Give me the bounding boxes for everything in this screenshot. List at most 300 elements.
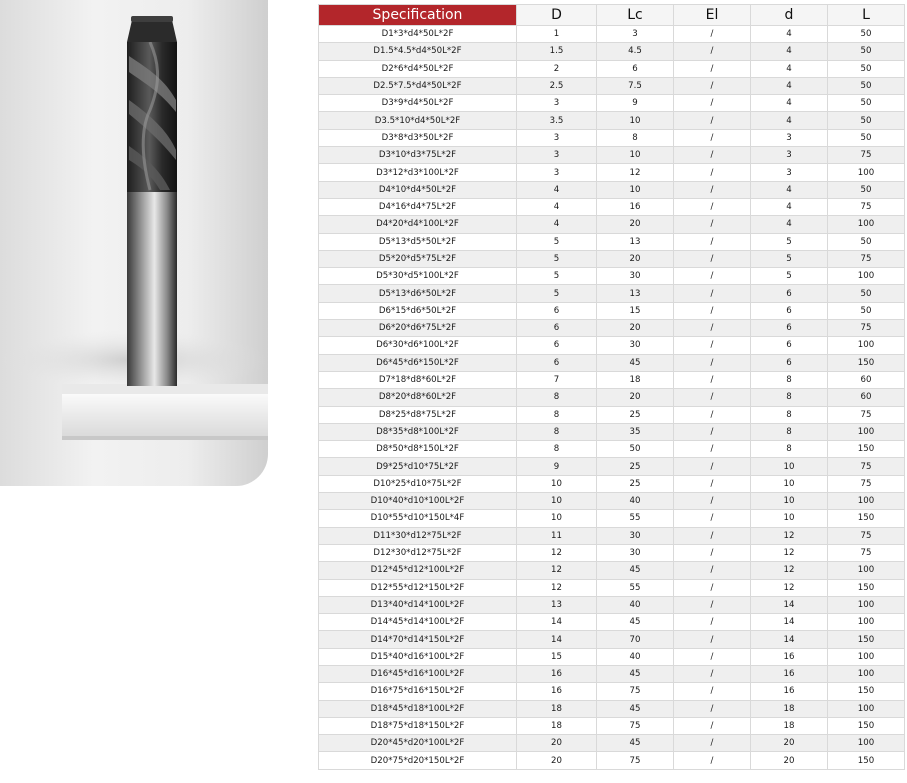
cell-length: 100 <box>828 735 905 752</box>
cell-specification: D10*55*d10*150L*4F <box>319 510 517 527</box>
cell-el: / <box>674 648 751 665</box>
cell-d: 4 <box>517 216 597 233</box>
table-row <box>319 423 905 440</box>
cell-d: 5 <box>517 233 597 250</box>
cell-length: 75 <box>828 544 905 561</box>
table-row <box>319 596 905 613</box>
cell-lc: 35 <box>597 423 674 440</box>
cell-shank-d: 6 <box>751 320 828 337</box>
cell-lc: 40 <box>597 648 674 665</box>
table-header-row <box>319 5 905 26</box>
cell-length: 150 <box>828 579 905 596</box>
cell-shank-d: 8 <box>751 389 828 406</box>
cell-specification: D15*40*d16*100L*2F <box>319 648 517 665</box>
table-row <box>319 371 905 388</box>
cell-lc: 13 <box>597 233 674 250</box>
cell-specification: D14*70*d14*150L*2F <box>319 631 517 648</box>
cell-specification: D20*45*d20*100L*2F <box>319 735 517 752</box>
table-row <box>319 458 905 475</box>
cell-length: 75 <box>828 406 905 423</box>
cell-el: / <box>674 95 751 112</box>
cell-el: / <box>674 735 751 752</box>
cell-lc: 20 <box>597 320 674 337</box>
table-body <box>319 26 905 770</box>
cell-length: 100 <box>828 648 905 665</box>
cell-el: / <box>674 285 751 302</box>
table-row <box>319 579 905 596</box>
cell-lc: 20 <box>597 250 674 267</box>
cell-shank-d: 5 <box>751 268 828 285</box>
cell-lc: 45 <box>597 614 674 631</box>
cell-specification: D9*25*d10*75L*2F <box>319 458 517 475</box>
cell-el: / <box>674 406 751 423</box>
cell-specification: D4*10*d4*50L*2F <box>319 181 517 198</box>
cell-lc: 25 <box>597 458 674 475</box>
table-row <box>319 717 905 734</box>
cell-el: / <box>674 752 751 769</box>
cell-shank-d: 14 <box>751 614 828 631</box>
cell-specification: D3*8*d3*50L*2F <box>319 129 517 146</box>
cell-shank-d: 20 <box>751 752 828 769</box>
cell-specification: D18*45*d18*100L*2F <box>319 700 517 717</box>
cell-el: / <box>674 302 751 319</box>
table-row <box>319 406 905 423</box>
header-d-diameter: D <box>517 5 597 26</box>
cell-el: / <box>674 77 751 94</box>
cell-shank-d: 5 <box>751 233 828 250</box>
cell-lc: 30 <box>597 268 674 285</box>
cell-el: / <box>674 216 751 233</box>
cell-d: 10 <box>517 493 597 510</box>
cell-specification: D6*45*d6*150L*2F <box>319 354 517 371</box>
cell-lc: 40 <box>597 493 674 510</box>
cell-lc: 25 <box>597 406 674 423</box>
cell-lc: 55 <box>597 510 674 527</box>
cell-lc: 13 <box>597 285 674 302</box>
cell-lc: 8 <box>597 129 674 146</box>
cell-lc: 70 <box>597 631 674 648</box>
cell-length: 50 <box>828 181 905 198</box>
cell-d: 16 <box>517 665 597 682</box>
cell-length: 100 <box>828 614 905 631</box>
cell-d: 15 <box>517 648 597 665</box>
table-row <box>319 735 905 752</box>
cell-d: 4 <box>517 181 597 198</box>
cell-lc: 16 <box>597 198 674 215</box>
cell-shank-d: 4 <box>751 26 828 43</box>
cell-specification: D5*13*d6*50L*2F <box>319 285 517 302</box>
cell-shank-d: 20 <box>751 735 828 752</box>
cell-lc: 12 <box>597 164 674 181</box>
cell-specification: D8*25*d8*75L*2F <box>319 406 517 423</box>
cell-d: 3 <box>517 147 597 164</box>
cell-lc: 40 <box>597 596 674 613</box>
cell-shank-d: 16 <box>751 648 828 665</box>
cell-lc: 20 <box>597 216 674 233</box>
cell-specification: D1.5*4.5*d4*50L*2F <box>319 43 517 60</box>
cell-d: 5 <box>517 250 597 267</box>
cell-shank-d: 6 <box>751 285 828 302</box>
cell-lc: 18 <box>597 371 674 388</box>
table-row <box>319 631 905 648</box>
cell-length: 150 <box>828 752 905 769</box>
cell-specification: D8*20*d8*60L*2F <box>319 389 517 406</box>
cell-lc: 30 <box>597 337 674 354</box>
cell-shank-d: 12 <box>751 562 828 579</box>
cell-specification: D2.5*7.5*d4*50L*2F <box>319 77 517 94</box>
table-row <box>319 43 905 60</box>
cell-el: / <box>674 614 751 631</box>
cell-length: 150 <box>828 441 905 458</box>
cell-el: / <box>674 683 751 700</box>
cell-shank-d: 4 <box>751 95 828 112</box>
cell-d: 8 <box>517 406 597 423</box>
cell-shank-d: 5 <box>751 250 828 267</box>
cell-specification: D4*20*d4*100L*2F <box>319 216 517 233</box>
cell-lc: 45 <box>597 700 674 717</box>
table-row <box>319 302 905 319</box>
cell-d: 10 <box>517 510 597 527</box>
cell-length: 150 <box>828 717 905 734</box>
cell-length: 150 <box>828 510 905 527</box>
table-row <box>319 164 905 181</box>
cell-lc: 45 <box>597 735 674 752</box>
cell-d: 6 <box>517 320 597 337</box>
table-row <box>319 198 905 215</box>
cell-specification: D12*45*d12*100L*2F <box>319 562 517 579</box>
cell-d: 2 <box>517 60 597 77</box>
cell-length: 100 <box>828 665 905 682</box>
cell-d: 2.5 <box>517 77 597 94</box>
cell-length: 75 <box>828 458 905 475</box>
table-row <box>319 250 905 267</box>
cell-specification: D10*25*d10*75L*2F <box>319 475 517 492</box>
cell-shank-d: 10 <box>751 475 828 492</box>
specification-table <box>318 4 905 770</box>
cell-length: 50 <box>828 302 905 319</box>
header-shank-diameter: d <box>751 5 828 26</box>
cell-shank-d: 4 <box>751 198 828 215</box>
cell-specification: D3*10*d3*75L*2F <box>319 147 517 164</box>
table-row <box>319 181 905 198</box>
cell-lc: 45 <box>597 665 674 682</box>
table-row <box>319 544 905 561</box>
cell-lc: 45 <box>597 354 674 371</box>
cell-d: 13 <box>517 596 597 613</box>
cell-d: 14 <box>517 614 597 631</box>
cell-length: 100 <box>828 337 905 354</box>
table-row <box>319 475 905 492</box>
cell-shank-d: 10 <box>751 493 828 510</box>
cell-shank-d: 8 <box>751 406 828 423</box>
header-el: El <box>674 5 751 26</box>
cell-length: 150 <box>828 631 905 648</box>
cell-el: / <box>674 544 751 561</box>
cell-shank-d: 12 <box>751 579 828 596</box>
cell-el: / <box>674 527 751 544</box>
table-row <box>319 320 905 337</box>
cell-el: / <box>674 60 751 77</box>
cell-d: 5 <box>517 285 597 302</box>
cell-d: 3.5 <box>517 112 597 129</box>
cell-length: 50 <box>828 112 905 129</box>
cell-d: 11 <box>517 527 597 544</box>
cell-specification: D5*13*d5*50L*2F <box>319 233 517 250</box>
cell-lc: 7.5 <box>597 77 674 94</box>
cell-el: / <box>674 337 751 354</box>
cell-length: 50 <box>828 129 905 146</box>
cell-specification: D16*75*d16*150L*2F <box>319 683 517 700</box>
table-row <box>319 648 905 665</box>
cell-specification: D6*30*d6*100L*2F <box>319 337 517 354</box>
cell-shank-d: 4 <box>751 112 828 129</box>
cell-length: 75 <box>828 527 905 544</box>
cell-specification: D11*30*d12*75L*2F <box>319 527 517 544</box>
cell-length: 50 <box>828 77 905 94</box>
cell-shank-d: 14 <box>751 596 828 613</box>
cell-length: 100 <box>828 700 905 717</box>
cell-el: / <box>674 43 751 60</box>
header-overall-length: L <box>828 5 905 26</box>
cell-length: 50 <box>828 233 905 250</box>
cell-el: / <box>674 147 751 164</box>
cell-shank-d: 16 <box>751 665 828 682</box>
table-row <box>319 112 905 129</box>
cell-shank-d: 6 <box>751 302 828 319</box>
cell-el: / <box>674 112 751 129</box>
cell-length: 60 <box>828 371 905 388</box>
cell-lc: 55 <box>597 579 674 596</box>
cell-specification: D5*30*d5*100L*2F <box>319 268 517 285</box>
product-photo <box>0 0 268 486</box>
cell-specification: D6*20*d6*75L*2F <box>319 320 517 337</box>
cell-specification: D4*16*d4*75L*2F <box>319 198 517 215</box>
table-row <box>319 354 905 371</box>
cell-lc: 75 <box>597 752 674 769</box>
cell-lc: 25 <box>597 475 674 492</box>
cell-length: 100 <box>828 268 905 285</box>
table-row <box>319 510 905 527</box>
cell-d: 14 <box>517 631 597 648</box>
cell-el: / <box>674 579 751 596</box>
cell-d: 3 <box>517 95 597 112</box>
cell-length: 100 <box>828 596 905 613</box>
table-row <box>319 285 905 302</box>
table-row <box>319 233 905 250</box>
cell-specification: D2*6*d4*50L*2F <box>319 60 517 77</box>
table-row <box>319 389 905 406</box>
cell-lc: 50 <box>597 441 674 458</box>
table-row <box>319 527 905 544</box>
cell-shank-d: 4 <box>751 43 828 60</box>
cell-d: 16 <box>517 683 597 700</box>
cell-el: / <box>674 26 751 43</box>
cell-shank-d: 10 <box>751 458 828 475</box>
cell-lc: 45 <box>597 562 674 579</box>
cell-shank-d: 18 <box>751 717 828 734</box>
header-lc: Lc <box>597 5 674 26</box>
cell-d: 20 <box>517 735 597 752</box>
cell-shank-d: 4 <box>751 216 828 233</box>
cell-el: / <box>674 320 751 337</box>
cell-el: / <box>674 181 751 198</box>
cell-length: 50 <box>828 26 905 43</box>
cell-lc: 3 <box>597 26 674 43</box>
table-row <box>319 614 905 631</box>
table-row <box>319 752 905 769</box>
cell-length: 150 <box>828 354 905 371</box>
header-specification: Specification <box>319 5 517 26</box>
cell-lc: 4.5 <box>597 43 674 60</box>
cell-specification: D12*55*d12*150L*2F <box>319 579 517 596</box>
table-row <box>319 129 905 146</box>
cell-length: 100 <box>828 423 905 440</box>
cell-d: 1 <box>517 26 597 43</box>
cell-lc: 30 <box>597 527 674 544</box>
cell-length: 75 <box>828 147 905 164</box>
cell-el: / <box>674 164 751 181</box>
cell-el: / <box>674 700 751 717</box>
cell-specification: D1*3*d4*50L*2F <box>319 26 517 43</box>
table-row <box>319 441 905 458</box>
cell-el: / <box>674 562 751 579</box>
cell-d: 3 <box>517 129 597 146</box>
table-row <box>319 147 905 164</box>
cell-length: 50 <box>828 285 905 302</box>
cell-lc: 75 <box>597 683 674 700</box>
table-row <box>319 493 905 510</box>
cell-shank-d: 12 <box>751 527 828 544</box>
cell-d: 12 <box>517 562 597 579</box>
table-row <box>319 700 905 717</box>
table-row <box>319 268 905 285</box>
cell-d: 4 <box>517 198 597 215</box>
cell-shank-d: 8 <box>751 441 828 458</box>
cell-el: / <box>674 268 751 285</box>
cell-shank-d: 3 <box>751 164 828 181</box>
cell-el: / <box>674 665 751 682</box>
cell-shank-d: 6 <box>751 354 828 371</box>
cell-d: 12 <box>517 544 597 561</box>
table-row <box>319 562 905 579</box>
cell-shank-d: 16 <box>751 683 828 700</box>
table-row <box>319 665 905 682</box>
cell-length: 150 <box>828 683 905 700</box>
cell-specification: D7*18*d8*60L*2F <box>319 371 517 388</box>
cell-shank-d: 3 <box>751 147 828 164</box>
table-row <box>319 26 905 43</box>
cell-lc: 10 <box>597 112 674 129</box>
cell-specification: D13*40*d14*100L*2F <box>319 596 517 613</box>
cell-shank-d: 8 <box>751 371 828 388</box>
cell-length: 100 <box>828 164 905 181</box>
cell-specification: D3*12*d3*100L*2F <box>319 164 517 181</box>
cell-el: / <box>674 250 751 267</box>
cell-specification: D3.5*10*d4*50L*2F <box>319 112 517 129</box>
cell-el: / <box>674 423 751 440</box>
cell-el: / <box>674 475 751 492</box>
cell-lc: 10 <box>597 181 674 198</box>
cell-d: 3 <box>517 164 597 181</box>
cell-el: / <box>674 233 751 250</box>
cell-lc: 6 <box>597 60 674 77</box>
cell-d: 18 <box>517 700 597 717</box>
cell-d: 6 <box>517 337 597 354</box>
cell-d: 6 <box>517 354 597 371</box>
cell-specification: D8*50*d8*150L*2F <box>319 441 517 458</box>
cell-specification: D18*75*d18*150L*2F <box>319 717 517 734</box>
cell-specification: D10*40*d10*100L*2F <box>319 493 517 510</box>
cell-el: / <box>674 441 751 458</box>
cell-lc: 20 <box>597 389 674 406</box>
cell-d: 8 <box>517 389 597 406</box>
table-row <box>319 95 905 112</box>
cell-length: 50 <box>828 95 905 112</box>
cell-el: / <box>674 371 751 388</box>
table-row <box>319 216 905 233</box>
table-row <box>319 683 905 700</box>
cell-el: / <box>674 596 751 613</box>
table-row <box>319 77 905 94</box>
cell-d: 12 <box>517 579 597 596</box>
cell-el: / <box>674 631 751 648</box>
cell-shank-d: 12 <box>751 544 828 561</box>
cell-d: 5 <box>517 268 597 285</box>
cell-lc: 30 <box>597 544 674 561</box>
cell-el: / <box>674 198 751 215</box>
cell-el: / <box>674 493 751 510</box>
cell-length: 60 <box>828 389 905 406</box>
cell-shank-d: 4 <box>751 181 828 198</box>
cell-length: 100 <box>828 216 905 233</box>
cell-length: 100 <box>828 562 905 579</box>
cell-lc: 15 <box>597 302 674 319</box>
end-mill-illustration <box>0 0 268 486</box>
cell-length: 50 <box>828 43 905 60</box>
cell-el: / <box>674 129 751 146</box>
cell-shank-d: 4 <box>751 60 828 77</box>
cell-d: 20 <box>517 752 597 769</box>
cell-specification: D5*20*d5*75L*2F <box>319 250 517 267</box>
cell-specification: D3*9*d4*50L*2F <box>319 95 517 112</box>
cell-specification: D20*75*d20*150L*2F <box>319 752 517 769</box>
cell-el: / <box>674 717 751 734</box>
cell-length: 50 <box>828 60 905 77</box>
cell-d: 8 <box>517 423 597 440</box>
cell-shank-d: 4 <box>751 77 828 94</box>
cell-shank-d: 10 <box>751 510 828 527</box>
cell-length: 100 <box>828 493 905 510</box>
cell-specification: D14*45*d14*100L*2F <box>319 614 517 631</box>
cell-el: / <box>674 458 751 475</box>
cell-el: / <box>674 354 751 371</box>
cell-d: 7 <box>517 371 597 388</box>
cell-length: 75 <box>828 198 905 215</box>
cell-shank-d: 3 <box>751 129 828 146</box>
cell-length: 75 <box>828 250 905 267</box>
cell-d: 18 <box>517 717 597 734</box>
cell-specification: D6*15*d6*50L*2F <box>319 302 517 319</box>
table-row <box>319 337 905 354</box>
cell-shank-d: 18 <box>751 700 828 717</box>
cell-d: 1.5 <box>517 43 597 60</box>
table-row <box>319 60 905 77</box>
cell-shank-d: 6 <box>751 337 828 354</box>
cell-specification: D12*30*d12*75L*2F <box>319 544 517 561</box>
cell-el: / <box>674 389 751 406</box>
cell-el: / <box>674 510 751 527</box>
cell-specification: D8*35*d8*100L*2F <box>319 423 517 440</box>
